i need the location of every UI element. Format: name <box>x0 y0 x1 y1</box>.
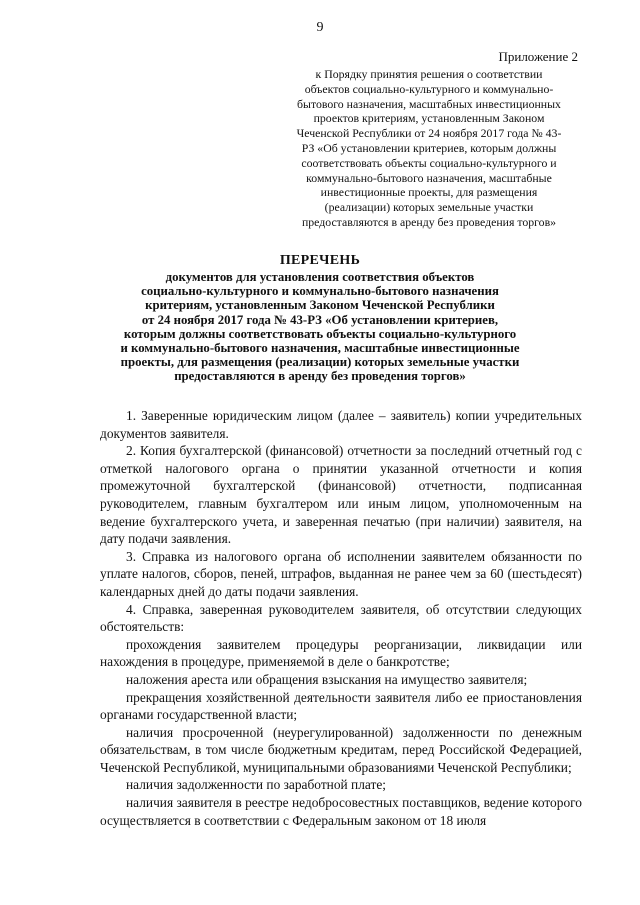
appendix-line: РЗ «Об установлении критериев, которым должны <box>301 140 557 155</box>
paragraph: прохождения заявителем процедуры реорганизации, ликвидации или нахождения в процедуре, применяемой в деле о банкротстве; <box>100 636 582 670</box>
subtitle-line: проекты, для размещения (реализации) которых земельные участки <box>120 355 520 370</box>
subtitle-line: предоставляются в аренду без проведения торгов» <box>174 369 466 384</box>
appendix-line: соответствовать объекты социально-культурного и <box>301 155 557 170</box>
document-subtitle <box>0 270 640 384</box>
paragraph: прекращения хозяйственной деятельности заявителя либо ее приостановления органами государственной власти; <box>100 689 582 723</box>
appendix-label: Приложение 2 <box>498 49 578 64</box>
subtitle-line: и коммунально-бытового назначения, масштабные инвестиционные <box>120 341 520 356</box>
page-number: 9 <box>316 20 324 35</box>
document-body <box>100 407 582 829</box>
appendix-line: бытового назначения, масштабных инвестиционных <box>297 96 561 111</box>
appendix-line: (реализации) которых земельные участки <box>324 200 534 215</box>
paragraph: 3. Справка из налогового органа об исполнении заявителем обязанности по уплате налогов, сборов, пеней, штрафов, выданная не ранее чем за 60 (шестьдесят) календарных дней до даты подачи заявления. <box>100 548 582 599</box>
appendix-line: коммунально-бытового назначения, масштабные <box>306 170 552 185</box>
paragraph: наложения ареста или обращения взыскания на имущество заявителя; <box>126 671 528 687</box>
appendix-line: объектов социально-культурного и коммунально- <box>304 81 554 96</box>
subtitle-line: социально-культурного и коммунально-бытового назначения <box>141 284 499 299</box>
appendix-line: Чеченской Республики от 24 ноября 2017 года № 43- <box>296 126 562 141</box>
appendix-line: проектов критериям, установленным Законом <box>313 111 545 126</box>
paragraph: 2. Копия бухгалтерской (финансовой) отчетности за последний отчетный год с отметкой налогового органа о принятии указанной отчетности и копия промежуточной бухгалтерской (финансовой) отчетности, подписанная руководителем, главным бухгалтером или иным лицом, уполномоченным на ведение бухгалтерского учета, и заверенная печатью (при наличии) заявителя, на дату подачи заявления. <box>100 443 582 547</box>
appendix-line: к Порядку принятия решения о соответствии <box>315 67 543 81</box>
appendix-line: инвестиционные проекты, для размещения <box>320 185 538 200</box>
subtitle-line: документов для установления соответствия объектов <box>165 270 475 284</box>
document-title: ПЕРЕЧЕНЬ <box>279 253 361 268</box>
paragraph: наличия задолженности по заработной плате; <box>126 777 387 793</box>
paragraph: наличия просроченной (неурегулированной) задолженности по денежным обязательствам, в том числе бюджетным кредитам, перед Российской Федерацией, Чеченской Республикой, муниципальными образованиями Чеченской Республики; <box>100 724 582 775</box>
subtitle-line: критериям, установленным Законом Чеченской Республики <box>145 298 495 313</box>
subtitle-line: которым должны соответствовать объекты социально-культурного <box>123 326 517 341</box>
paragraph: наличия заявителя в реестре недобросовестных поставщиков, ведение которого осуществляется в соответствии с Федеральным законом от 18 июля <box>100 795 582 828</box>
subtitle-line: от 24 ноября 2017 года № 43-РЗ «Об установлении критериев, <box>141 312 499 327</box>
appendix-line: предоставляются в аренду без проведения торгов» <box>301 214 557 229</box>
paragraph: 1. Заверенные юридическим лицом (далее – заявитель) копии учредительных документов заявителя. <box>100 408 582 441</box>
appendix-reference <box>270 67 588 230</box>
paragraph: 4. Справка, заверенная руководителем заявителя, об отсутствии следующих обстоятельств: <box>100 601 582 635</box>
